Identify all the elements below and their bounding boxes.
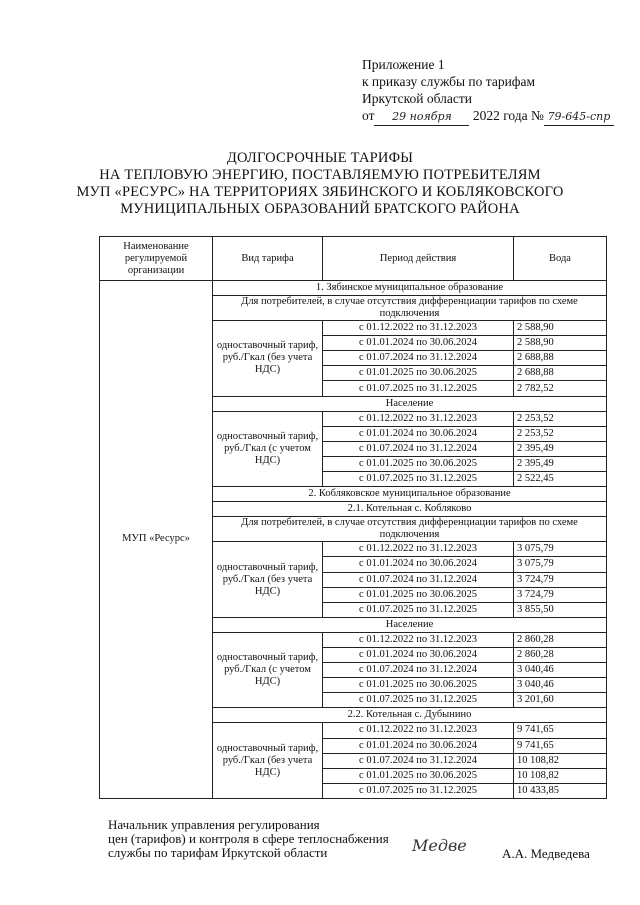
- signer-name: А.А. Медведева: [502, 846, 590, 861]
- consumers-row-z: Для потребителей, в случае отсутствия дифференциации тарифов по схеме подключения: [213, 296, 607, 321]
- header-period: Период действия: [323, 237, 514, 281]
- signature-block: [108, 818, 389, 860]
- tariff-type-k-novat: одноставочный тариф, руб./Гкал (без учета НДС): [213, 542, 323, 617]
- org-name-cell: МУП «Ресурс»: [100, 281, 213, 799]
- title-line1: ДОЛГОСРОЧНЫЕ ТАРИФЫ: [226, 150, 414, 166]
- appendix-line3: Иркутской области: [362, 91, 473, 106]
- handwritten-number: 79-645-спр: [544, 108, 614, 126]
- appendix-date-line: [362, 107, 614, 126]
- value-cell: 10 108,82: [514, 768, 607, 783]
- tariff-type-z-vat: одноставочный тариф, руб./Гкал (с учетом НДС): [213, 411, 323, 486]
- value-cell: 2 782,52: [514, 381, 607, 396]
- footer-line2: цен (тарифов) и контроля в сфере теплоснабжения: [108, 831, 389, 846]
- appendix-line1: Приложение 1: [362, 57, 445, 72]
- footer-line1: Начальник управления регулирования: [108, 817, 320, 832]
- value-cell: 2 588,90: [514, 321, 607, 336]
- handwritten-date: 29 ноября: [374, 108, 469, 126]
- document-title: [0, 150, 640, 218]
- section-zyabino: 1. Зябинское муниципальное образование: [213, 281, 607, 296]
- value-cell: 2 860,28: [514, 632, 607, 647]
- period-cell: с 01.07.2025 по 31.12.2025: [323, 602, 514, 617]
- population-row-k: Население: [213, 617, 607, 632]
- value-cell: 9 741,65: [514, 738, 607, 753]
- period-cell: с 01.07.2024 по 31.12.2024: [323, 753, 514, 768]
- consumers-row-k: Для потребителей, в случае отсутствия дифференциации тарифов по схеме подключения: [213, 517, 607, 542]
- value-cell: 3 040,46: [514, 663, 607, 678]
- period-cell: с 01.07.2024 по 31.12.2024: [323, 441, 514, 456]
- period-cell: с 01.07.2024 по 31.12.2024: [323, 351, 514, 366]
- value-cell: 2 588,90: [514, 336, 607, 351]
- period-cell: с 01.01.2025 по 30.06.2025: [323, 768, 514, 783]
- period-cell: с 01.07.2024 по 31.12.2024: [323, 572, 514, 587]
- tariff-table: [99, 236, 607, 799]
- period-cell: с 01.07.2025 по 31.12.2025: [323, 472, 514, 487]
- period-cell: с 01.01.2025 по 30.06.2025: [323, 366, 514, 381]
- value-cell: 2 688,88: [514, 366, 607, 381]
- value-cell: 10 433,85: [514, 783, 607, 798]
- period-cell: с 01.01.2025 по 30.06.2025: [323, 587, 514, 602]
- value-cell: 3 724,79: [514, 587, 607, 602]
- tariff-type-z-novat: одноставочный тариф, руб./Гкал (без учета НДС): [213, 321, 323, 396]
- value-cell: 9 741,65: [514, 723, 607, 738]
- date-prefix: от: [362, 108, 375, 123]
- population-row-z: Население: [213, 396, 607, 411]
- period-cell: с 01.12.2022 по 31.12.2023: [323, 723, 514, 738]
- value-cell: 2 253,52: [514, 426, 607, 441]
- period-cell: с 01.01.2024 по 30.06.2024: [323, 557, 514, 572]
- year-text: 2022 года №: [472, 108, 544, 123]
- header-water: Вода: [514, 237, 607, 281]
- period-cell: с 01.07.2024 по 31.12.2024: [323, 663, 514, 678]
- value-cell: 2 253,52: [514, 411, 607, 426]
- period-cell: с 01.12.2022 по 31.12.2023: [323, 632, 514, 647]
- header-org: Наименование регулируемой организации: [100, 237, 213, 281]
- period-cell: с 01.12.2022 по 31.12.2023: [323, 411, 514, 426]
- value-cell: 3 040,46: [514, 678, 607, 693]
- value-cell: 3 075,79: [514, 542, 607, 557]
- value-cell: 10 108,82: [514, 753, 607, 768]
- tariff-type-k-vat: одноставочный тариф, руб./Гкал (с учетом НДС): [213, 632, 323, 707]
- table-body: [100, 281, 607, 799]
- period-cell: с 01.12.2022 по 31.12.2023: [323, 542, 514, 557]
- title-line4: МУНИЦИПАЛЬНЫХ ОБРАЗОВАНИЙ БРАТСКОГО РАЙОНА: [120, 201, 520, 217]
- period-cell: с 01.01.2024 по 30.06.2024: [323, 738, 514, 753]
- value-cell: 3 201,60: [514, 693, 607, 708]
- value-cell: 2 860,28: [514, 647, 607, 662]
- period-cell: с 01.12.2022 по 31.12.2023: [323, 321, 514, 336]
- period-cell: с 01.01.2024 по 30.06.2024: [323, 426, 514, 441]
- footer-line3: службы по тарифам Иркутской области: [108, 845, 328, 860]
- value-cell: 3 075,79: [514, 557, 607, 572]
- handwritten-signature: Медве: [412, 836, 467, 855]
- period-cell: с 01.07.2025 по 31.12.2025: [323, 693, 514, 708]
- value-cell: 3 724,79: [514, 572, 607, 587]
- value-cell: 2 522,45: [514, 472, 607, 487]
- boiler-dubynino: 2.2. Котельная с. Дубынино: [213, 708, 607, 723]
- period-cell: с 01.07.2025 по 31.12.2025: [323, 381, 514, 396]
- value-cell: 3 855,50: [514, 602, 607, 617]
- period-cell: с 01.01.2025 по 30.06.2025: [323, 678, 514, 693]
- section-koblyakovo: 2. Кобляковское муниципальное образование: [213, 487, 607, 502]
- period-cell: с 01.01.2025 по 30.06.2025: [323, 456, 514, 471]
- period-cell: с 01.07.2025 по 31.12.2025: [323, 783, 514, 798]
- header-type: Вид тарифа: [213, 237, 323, 281]
- period-cell: с 01.01.2024 по 30.06.2024: [323, 647, 514, 662]
- title-line3: МУП «РЕСУРС» НА ТЕРРИТОРИЯХ ЗЯБИНСКОГО И КОБЛЯКОВСКОГО: [76, 184, 564, 200]
- appendix-line2: к приказу службы по тарифам: [362, 74, 536, 89]
- boiler-koblyakovo: 2.1. Котельная с. Кобляково: [213, 502, 607, 517]
- value-cell: 2 395,49: [514, 441, 607, 456]
- tariff-type-d-novat: одноставочный тариф, руб./Гкал (без учета НДС): [213, 723, 323, 798]
- period-cell: с 01.01.2024 по 30.06.2024: [323, 336, 514, 351]
- appendix-header: [362, 56, 614, 126]
- value-cell: 2 395,49: [514, 456, 607, 471]
- value-cell: 2 688,88: [514, 351, 607, 366]
- title-line2: НА ТЕПЛОВУЮ ЭНЕРГИЮ, ПОСТАВЛЯЕМУЮ ПОТРЕБИТЕЛЯМ: [99, 167, 541, 183]
